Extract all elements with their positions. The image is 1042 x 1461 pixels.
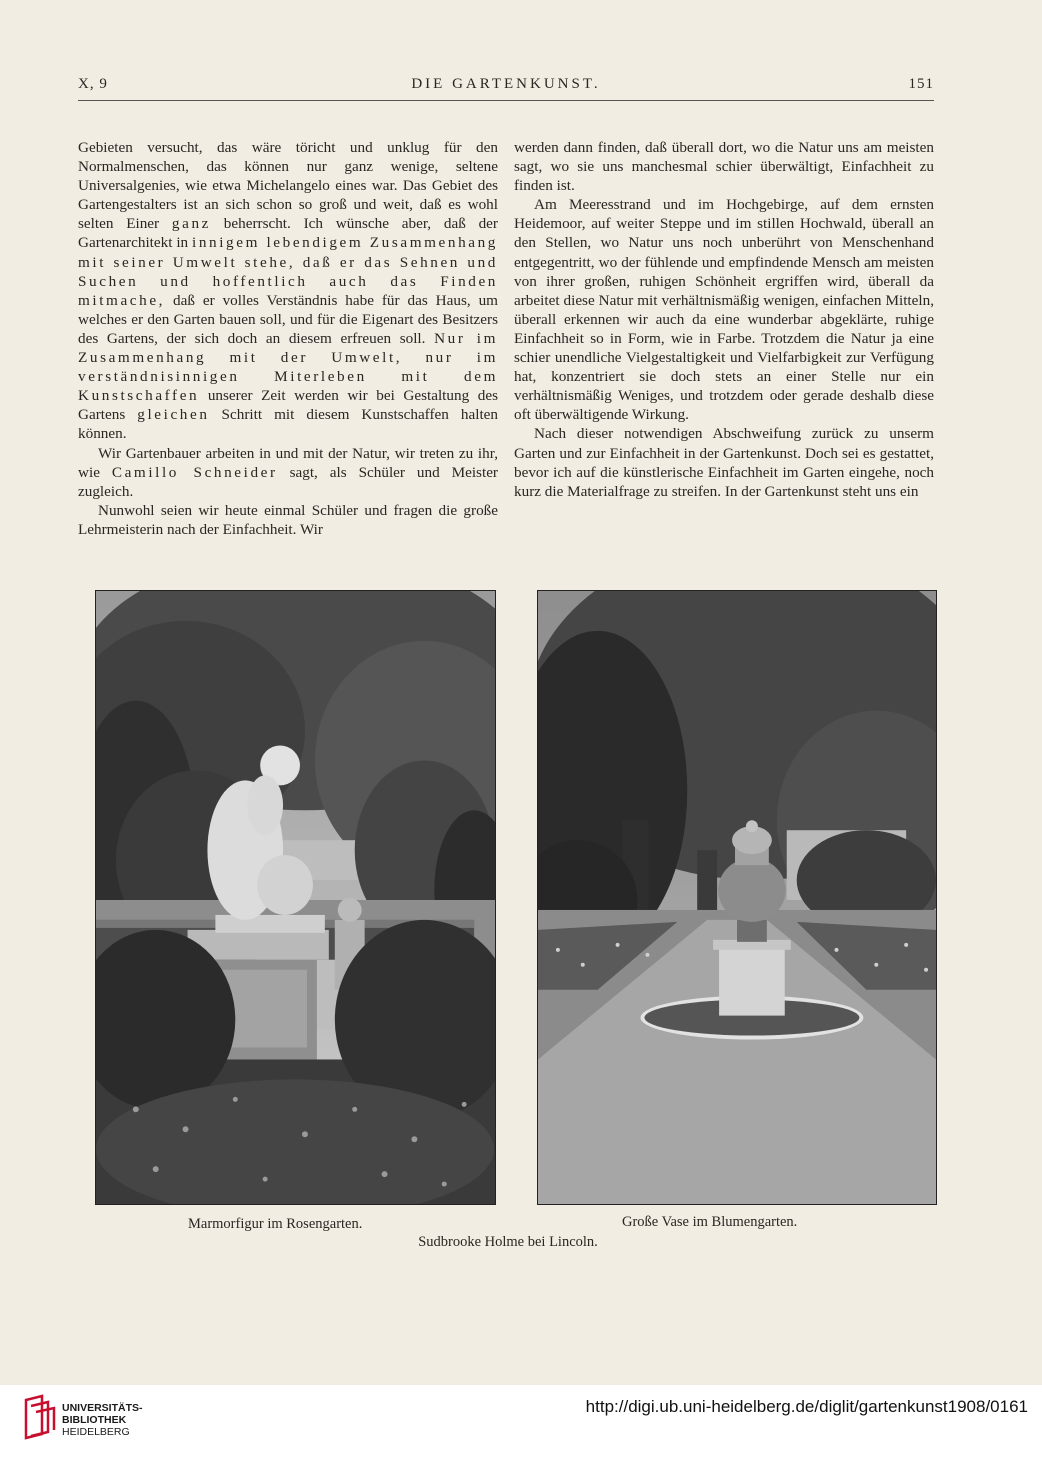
header-rule xyxy=(78,100,934,101)
spaced-emphasis: Camillo Schneider xyxy=(111,463,278,481)
running-header xyxy=(78,76,934,100)
text-column-left xyxy=(78,138,498,539)
library-name: UNIVERSITÄTS- BIBLIOTHEK HEIDELBERG xyxy=(62,1402,143,1438)
library-logo-icon xyxy=(22,1394,58,1440)
paragraph: Wir Gartenbauer arbeiten in und mit der Natur, wir treten zu ihr, wie Camillo Schneider sagt, als Schüler und Meister zugleich. xyxy=(78,444,498,500)
text-column-right xyxy=(514,138,934,501)
page-number: 151 xyxy=(908,76,934,92)
paragraph: Nunwohl seien wir heute einmal Schüler und fragen die große Lehrmeisterin nach der Einfachheit. Wir xyxy=(78,501,498,538)
paragraph: Gebieten versucht, das wäre töricht und unklug für den Normalmenschen, das können nur ganz wenige, seltene Universalgenies, wie etwa Michelangelo eines war. Das Gebiet des Gartengestalters ist an sich schon so groß und weit, daß es wohl selten Einer ganz beherrscht. Ich wünsche aber, daß der Gartenarchitekt in innigem lebendigem Zusammenhang mit seiner Umwelt stehe, daß er das Sehnen und Suchen und hoffentlich auch das Finden mitmache, daß er volles Verständnis habe für das Haus, um welches er den Garten bauen soll, und für die Eigenart des Besitzers des Gartens, der sich doch an diesem erfreuen soll. Nur im Zusammenhang mit der Umwelt, nur im verständnisinnigen Miterleben mit dem Kunstschaffen unserer Zeit werden wir bei Gestaltung des Gartens gleichen Schritt mit diesem Kunstschaffen halten können. xyxy=(78,139,498,443)
paragraph: werden dann finden, daß überall dort, wo die Natur uns am meisten sagt, wo sie uns manchesmal schier überwältigt, Einfachheit zu finden ist. xyxy=(514,139,934,195)
caption-right: Große Vase im Blumengarten. xyxy=(622,1214,798,1230)
photo-marble-figure xyxy=(95,590,496,1205)
paragraph: Am Meeresstrand und im Hochgebirge, auf dem ernsten Heidemoor, auf weiter Steppe und im stillen Hochwald, überall an den Stellen, wo Natur uns noch unberührt von Menschenhand entgegentritt, wo der fühlende und empfindende Mensch am meisten von ihrer großen, ruhigen Schönheit ergriffen wird, überall da arbeitet diese Natur mit verhältnismäßig wenigen, einfachen Mitteln, überall erkennen wir auch da eine wunderbar abgeklärte, ruhige Einfachheit so in Form, wie in Farbe. Trotzdem die Natur ja eine schier unendliche Vielgestaltigkeit und Vielfarbigkeit zur Verfügung hat, konzentriert sie doch stets an einer Stelle nur ein verhältnismäßig Weniges, und trotzdem oder gerade deshalb diese oft überwältigende Wirkung. xyxy=(514,196,934,424)
source-url-link[interactable]: http://digi.ub.uni-heidelberg.de/diglit/gartenkunst1908/0161 xyxy=(585,1397,1028,1416)
paragraph: Nach dieser notwendigen Abschweifung zurück zu unserm Garten und zur Einfachheit in der Gartenkunst. Doch sei es gestattet, bevor ich auf die künstlerische Einfachheit im Garten eingehe, noch kurz die Materialfrage zu streifen. In der Gartenkunst steht uns ein xyxy=(514,425,934,500)
spaced-emphasis: gleichen xyxy=(137,406,210,424)
photo-garden-vase xyxy=(537,590,937,1205)
caption-left: Marmorfigur im Rosengarten. xyxy=(188,1216,363,1232)
journal-title: DIE GARTENKUNST. xyxy=(411,76,601,92)
volume-issue: X, 9 xyxy=(78,76,108,92)
spaced-emphasis: ganz xyxy=(171,215,211,233)
caption-location: Sudbrooke Holme bei Lincoln. xyxy=(418,1234,598,1250)
spaced-emphasis: innigem lebendigem Zusammenhang mit seiner Umwelt stehe, daß er das Sehnen und Suchen und hoffentlich auch das Finden mitmache, xyxy=(78,234,498,309)
spaced-emphasis: Nur im Zusammenhang mit der Umwelt, nur im verständnisinnigen Miterleben mit dem Kunstschaffen xyxy=(78,329,498,405)
